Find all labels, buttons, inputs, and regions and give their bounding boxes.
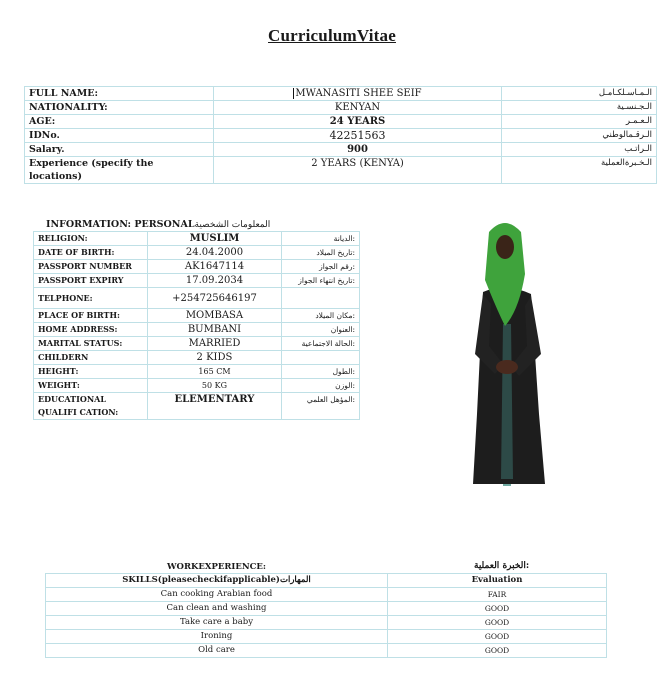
field-label: WEIGHT:: [34, 379, 148, 393]
table-row: [34, 274, 360, 288]
field-value: KENYAN: [214, 101, 501, 115]
field-value: 24.04.2000: [148, 246, 282, 260]
field-label: PASSPORT EXPIRY: [34, 274, 148, 288]
skill-cell: Can clean and washing: [46, 602, 388, 616]
field-arabic: الـمـاسـلكـامـل: [501, 87, 656, 101]
field-value: 24 YEARS: [214, 115, 501, 129]
table-row: [34, 337, 360, 351]
table-row: [46, 644, 607, 658]
field-arabic: [281, 351, 359, 365]
field-value: 50 KG: [148, 379, 282, 393]
field-value: MARRIED: [148, 337, 282, 351]
full-name-value: MWANASITI SHEE SEIF: [295, 88, 422, 99]
field-arabic: الـجـنسـية: [501, 101, 656, 115]
table-row: [25, 143, 657, 157]
field-value: +254725646197: [148, 288, 282, 309]
field-label: EDUCATIONAL QUALIFI CATION:: [34, 393, 148, 420]
field-arabic: رقم الجواز:: [281, 260, 359, 274]
table-row: [34, 323, 360, 337]
evaluation-header: Evaluation: [388, 574, 607, 588]
table-row: [34, 260, 360, 274]
evaluation-cell: GOOD: [388, 644, 607, 658]
skills-header-arabic: المهارات: [279, 575, 311, 585]
photo-hands: [496, 360, 518, 374]
work-heading: WORKEXPERIENCE:: [167, 562, 267, 572]
field-value: 17.09.2034: [148, 274, 282, 288]
field-value: AK1647114: [148, 260, 282, 274]
field-label: Experience (specify the locations): [25, 157, 214, 184]
evaluation-cell: GOOD: [388, 602, 607, 616]
table-row: [34, 351, 360, 365]
field-arabic: الوزن:: [281, 379, 359, 393]
field-arabic: مكان الميلاد:: [281, 309, 359, 323]
field-label: NATIONALITY:: [25, 101, 214, 115]
field-arabic: الـعـمـر: [501, 115, 656, 129]
table-header-row: [46, 574, 607, 588]
field-arabic: الـرقـمالوطني: [501, 129, 656, 143]
field-arabic: [281, 288, 359, 309]
field-arabic: الـخـبرةالعملية: [501, 157, 656, 184]
field-arabic: تاريخ الميلاد:: [281, 246, 359, 260]
skills-table: [45, 573, 607, 658]
field-label: MARITAL STATUS:: [34, 337, 148, 351]
field-value: 42251563: [214, 129, 501, 143]
field-label: HOME ADDRESS:: [34, 323, 148, 337]
field-label: Salary.: [25, 143, 214, 157]
field-value: ELEMENTARY: [148, 393, 282, 420]
field-value: BUMBANI: [148, 323, 282, 337]
table-row: [46, 616, 607, 630]
field-label: TELPHONE:: [34, 288, 148, 309]
table-row: [34, 288, 360, 309]
table-row: [34, 232, 360, 246]
main-info-table: [24, 86, 657, 184]
work-heading-arabic: الخبرة العملية:: [474, 561, 530, 571]
field-value: [214, 87, 501, 101]
skill-cell: Ironing: [46, 630, 388, 644]
field-value: 165 CM: [148, 365, 282, 379]
photo-dress-stripe: [501, 324, 513, 479]
page-title: CurriculumVitae: [268, 26, 396, 45]
photo-face: [496, 235, 514, 259]
field-label: AGE:: [25, 115, 214, 129]
table-row: [34, 246, 360, 260]
field-arabic: الحالة الاجتماعية:: [281, 337, 359, 351]
field-arabic: الـراتـب: [501, 143, 656, 157]
table-row: [46, 588, 607, 602]
table-row: [34, 379, 360, 393]
skill-cell: Can cooking Arabian food: [46, 588, 388, 602]
personal-heading: [46, 219, 270, 230]
field-value: 2 YEARS (KENYA): [214, 157, 501, 184]
field-label: IDNo.: [25, 129, 214, 143]
field-arabic: تاريخ انتهاء الجواز:: [281, 274, 359, 288]
field-label: PLACE OF BIRTH:: [34, 309, 148, 323]
personal-heading-text: INFORMATION: PERSONAL: [46, 219, 195, 230]
table-row: [46, 602, 607, 616]
candidate-photo: [455, 214, 555, 494]
field-value: 2 KIDS: [148, 351, 282, 365]
field-label: CHILDERN: [34, 351, 148, 365]
field-value: 900: [214, 143, 501, 157]
table-row: [34, 309, 360, 323]
field-value: MOMBASA: [148, 309, 282, 323]
field-label: HEIGHT:: [34, 365, 148, 379]
personal-info-table: [33, 231, 360, 420]
field-label: PASSPORT NUMBER: [34, 260, 148, 274]
field-arabic: المؤهل العلمي:: [281, 393, 359, 420]
table-row: [46, 630, 607, 644]
field-arabic: العنوان:: [281, 323, 359, 337]
field-label: RELIGION:: [34, 232, 148, 246]
table-row: [25, 87, 657, 101]
field-value: MUSLIM: [148, 232, 282, 246]
field-label: DATE OF BIRTH:: [34, 246, 148, 260]
table-row: [34, 393, 360, 420]
evaluation-cell: GOOD: [388, 616, 607, 630]
field-arabic: الديانة:: [281, 232, 359, 246]
skill-cell: Old care: [46, 644, 388, 658]
table-row: [34, 365, 360, 379]
field-arabic: الطول:: [281, 365, 359, 379]
table-row: [25, 115, 657, 129]
evaluation-cell: FAIR: [388, 588, 607, 602]
table-row: [25, 157, 657, 184]
personal-heading-arabic: المعلومات الشخصية: [194, 220, 271, 230]
table-row: [25, 101, 657, 115]
skills-header: [46, 574, 388, 588]
table-row: [25, 129, 657, 143]
skills-header-text: SKILLS(pleasecheckifapplicable): [122, 575, 280, 585]
field-label: FULL NAME:: [25, 87, 214, 101]
skill-cell: Take care a baby: [46, 616, 388, 630]
evaluation-cell: GOOD: [388, 630, 607, 644]
